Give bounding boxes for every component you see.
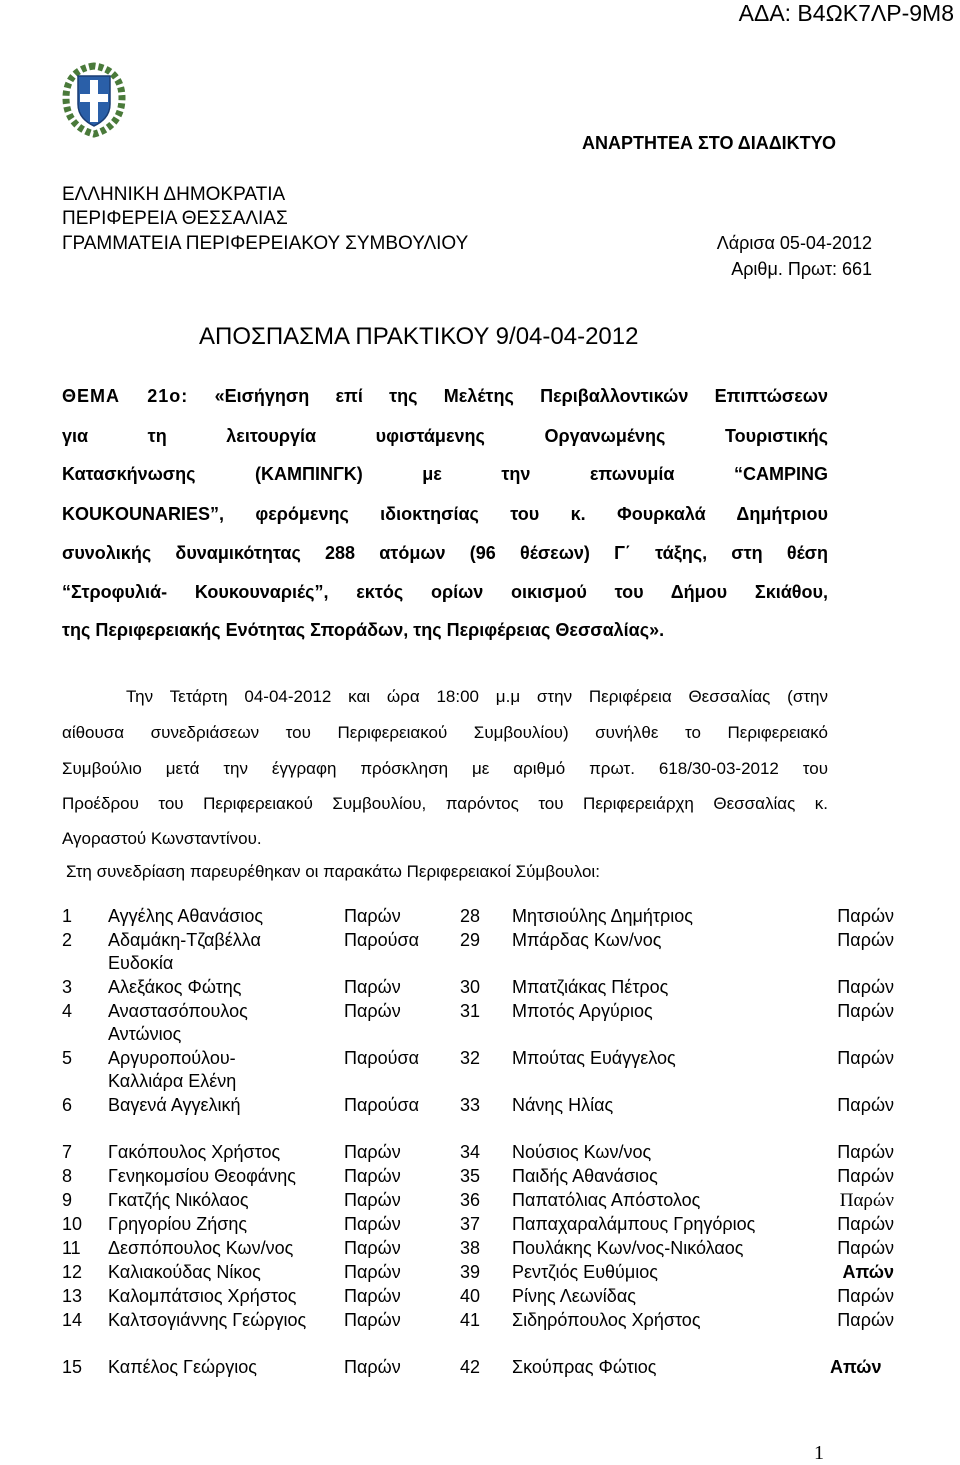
member-status: Παρών (344, 1190, 401, 1210)
header-line-secretariat: ΓΡΑΜΜΑΤΕΙΑ ΠΕΡΙΦΕΡΕΙΑΚΟΥ ΣΥΜΒΟΥΛΙΟΥ (62, 233, 469, 254)
member-name: Μπούτας Ευάγγελος (512, 1048, 676, 1068)
subject-line-6: “Στροφυλιά- Κουκουναριές”, εκτός ορίων οικισμού του Δήμου Σκιάθου, (62, 582, 828, 602)
subject-label: ΘΕΜΑ 21ο: (62, 386, 189, 406)
member-status: Παρών (344, 1310, 401, 1330)
member-name: Νάνης Ηλίας (512, 1095, 614, 1115)
member-name: Ρεντζιός Ευθύμιος (512, 1262, 658, 1282)
member-name: Πουλάκης Κων/νος-Νικόλαος (512, 1238, 744, 1258)
member-status: Παρών (837, 1214, 894, 1234)
member-number: 2 (62, 930, 73, 950)
member-name: Καλτσογιάννης Γεώργιος (108, 1310, 307, 1330)
member-status: Παρών (837, 906, 894, 926)
member-status: Απών (830, 1357, 882, 1377)
member-name: Γενηκομσίου Θεοφάνης (108, 1166, 296, 1186)
member-number: 38 (460, 1238, 481, 1258)
member-number: 13 (62, 1286, 83, 1306)
member-status: Παρούσα (344, 930, 420, 950)
member-number: 30 (460, 977, 481, 997)
member-name: Καλιακούδας Νίκος (108, 1262, 261, 1282)
member-name: Γκατζής Νικόλαος (108, 1190, 249, 1210)
member-number: 12 (62, 1262, 83, 1282)
member-number: 34 (460, 1142, 481, 1162)
member-number: 42 (460, 1357, 481, 1377)
member-status: Παρούσα (344, 1095, 420, 1115)
header-line-region: ΠΕΡΙΦΕΡΕΙΑ ΘΕΣΣΑΛΙΑΣ (62, 208, 288, 229)
member-name: Αδαμάκη-Τζαβέλλα Ευδοκία (108, 930, 261, 973)
member-number: 5 (62, 1048, 73, 1068)
member-name: Ρίνης Λεωνίδας (512, 1286, 636, 1306)
posted-notice: ΑΝΑΡΤΗΤΕΑ ΣΤΟ ΔΙΑΔΙΚΤΥΟ (582, 133, 836, 153)
member-status: Παρών (344, 1142, 401, 1162)
member-name: Μητσιούλης Δημήτριος (512, 906, 693, 926)
member-number: 29 (460, 930, 481, 950)
member-number: 9 (62, 1190, 73, 1210)
member-name: Γακόπουλος Χρήστος (108, 1142, 281, 1162)
intro-line-1: Την Τετάρτη 04-04-2012 και ώρα 18:00 μ.μ στην Περιφέρεια Θεσσαλίας (στην (126, 687, 828, 706)
page-title: ΑΠΟΣΠΑΣΜΑ ΠΡΑΚΤΙΚΟΥ 9/04-04-2012 (199, 323, 639, 350)
member-number: 31 (460, 1001, 481, 1021)
subject-line-4: KOUKOUNARIES”, φερόμενης ιδιοκτησίας του κ. Φουρκαλά Δημήτριου (62, 504, 828, 524)
member-status: Παρών (837, 1095, 894, 1115)
member-status: Παρών (837, 1001, 894, 1021)
member-name: Δεσπόπουλος Κων/νος (108, 1238, 294, 1258)
member-name: Αργυροπούλου-Καλλιάρα Ελένη (108, 1048, 237, 1091)
intro-line-2: αίθουσα συνεδριάσεων του Περιφερειακού Συμβουλίου) συνήλθε το Περιφερειακό (62, 723, 828, 742)
member-status: Παρών (837, 1166, 894, 1186)
member-status: Παρών (344, 1214, 401, 1234)
member-number: 32 (460, 1048, 481, 1068)
member-number: 28 (460, 906, 481, 926)
member-status: Παρών (344, 906, 401, 926)
member-number: 15 (62, 1357, 83, 1377)
member-number: 11 (62, 1238, 81, 1258)
member-number: 39 (460, 1262, 481, 1282)
subject-line-3: Κατασκήνωσης (ΚΑΜΠΙΝΓΚ) με την επωνυμία “CAMPING (62, 464, 828, 484)
member-name: Αγγέλης Αθανάσιος (108, 906, 264, 926)
member-number: 8 (62, 1166, 73, 1186)
member-name: Σκούπρας Φώτιος (512, 1357, 657, 1377)
intro-line-4: Προέδρου του Περιφερειακού Συμβουλίου, παρόντος του Περιφερειάρχη Θεσσαλίας κ. (62, 794, 828, 813)
member-name: Αλεξάκος Φώτης (108, 977, 242, 997)
subject-line-5: συνολικής δυναμικότητας 288 ατόμων (96 θέσεων) Γ΄ τάξης, στη θέση (62, 543, 828, 563)
member-number: 3 (62, 977, 73, 997)
member-name: Νούσιος Κων/νος (512, 1142, 652, 1162)
member-status: Παρών (839, 1190, 894, 1211)
member-status: Παρών (344, 1286, 401, 1306)
member-name: Μπατζιάκας Πέτρος (512, 977, 669, 997)
member-number: 4 (62, 1001, 73, 1021)
member-number: 33 (460, 1095, 481, 1115)
member-status: Παρών (344, 1001, 401, 1021)
member-number: 1 (62, 906, 73, 926)
protocol-number: Αριθμ. Πρωτ: 661 (731, 259, 872, 279)
member-name: Αναστασόπουλος Αντώνιος (108, 1001, 248, 1044)
member-name: Παπαχαραλάμπους Γρηγόριος (512, 1214, 756, 1234)
member-status: Παρών (837, 977, 894, 997)
intro-line-3: Συμβούλιο μετά την έγγραφη πρόσκληση με αριθμό πρωτ. 618/30-03-2012 του (62, 759, 828, 778)
document-date: Λάρισα 05-04-2012 (716, 233, 872, 253)
member-number: 14 (62, 1310, 83, 1330)
member-number: 7 (62, 1142, 73, 1162)
member-status: Παρών (344, 977, 401, 997)
member-number: 36 (460, 1190, 481, 1210)
member-name: Μπάρδας Κων/νος (512, 930, 662, 950)
member-number: 40 (460, 1286, 481, 1306)
member-name: Γρηγορίου Ζήσης (108, 1214, 248, 1234)
member-status: Απών (842, 1262, 894, 1282)
member-status: Παρών (837, 1286, 894, 1306)
page-number: 1 (814, 1442, 824, 1464)
member-name: Παπατόλιας Απόστολος (512, 1190, 701, 1210)
member-status: Παρών (837, 1310, 894, 1330)
present-members-header: Στη συνεδρίαση παρευρέθηκαν οι παρακάτω Περιφερειακοί Σύμβουλοι: (66, 862, 600, 881)
member-name: Καλομπάτσιος Χρήστος (108, 1286, 297, 1306)
member-status: Παρών (837, 1048, 894, 1068)
member-status: Παρών (344, 1238, 401, 1258)
member-status: Παρών (344, 1166, 401, 1186)
member-status: Παρών (344, 1262, 401, 1282)
member-name: Σιδηρόπουλος Χρήστος (512, 1310, 701, 1330)
member-number: 10 (62, 1214, 83, 1234)
member-number: 6 (62, 1095, 73, 1115)
member-name: Βαγενά Αγγελική (108, 1095, 241, 1115)
member-number: 35 (460, 1166, 481, 1186)
member-name: Καπέλος Γεώργιος (108, 1357, 257, 1377)
member-number: 41 (460, 1310, 481, 1330)
intro-line-5: Αγοραστού Κωνσταντίνου. (62, 829, 262, 848)
member-name: Παιδής Αθανάσιος (512, 1166, 658, 1186)
member-number: 37 (460, 1214, 481, 1234)
member-status: Παρών (837, 1238, 894, 1258)
member-status: Παρούσα (344, 1048, 420, 1068)
member-status: Παρών (837, 1142, 894, 1162)
subject-line-7: της Περιφερειακής Ενότητας Σποράδων, της Περιφέρειας Θεσσαλίας». (62, 620, 665, 640)
greek-coat-of-arms-icon (56, 58, 132, 138)
subject-line-2: για τη λειτουργία υφιστάμενης Οργανωμένης Τουριστικής (62, 426, 828, 446)
member-status: Παρών (344, 1357, 401, 1377)
subject-line-1: ΘΕΜΑ 21ο: «Εισήγηση επί της Μελέτης Περιβαλλοντικών Επιπτώσεων (62, 386, 828, 406)
member-status: Παρών (837, 930, 894, 950)
ada-code: ΑΔΑ: Β4ΩΚ7ΛΡ-9Μ8 (738, 0, 954, 26)
member-name: Μποτός Αργύριος (512, 1001, 653, 1021)
header-line-republic: ΕΛΛΗΝΙΚΗ ΔΗΜΟΚΡΑΤΙΑ (62, 184, 286, 205)
